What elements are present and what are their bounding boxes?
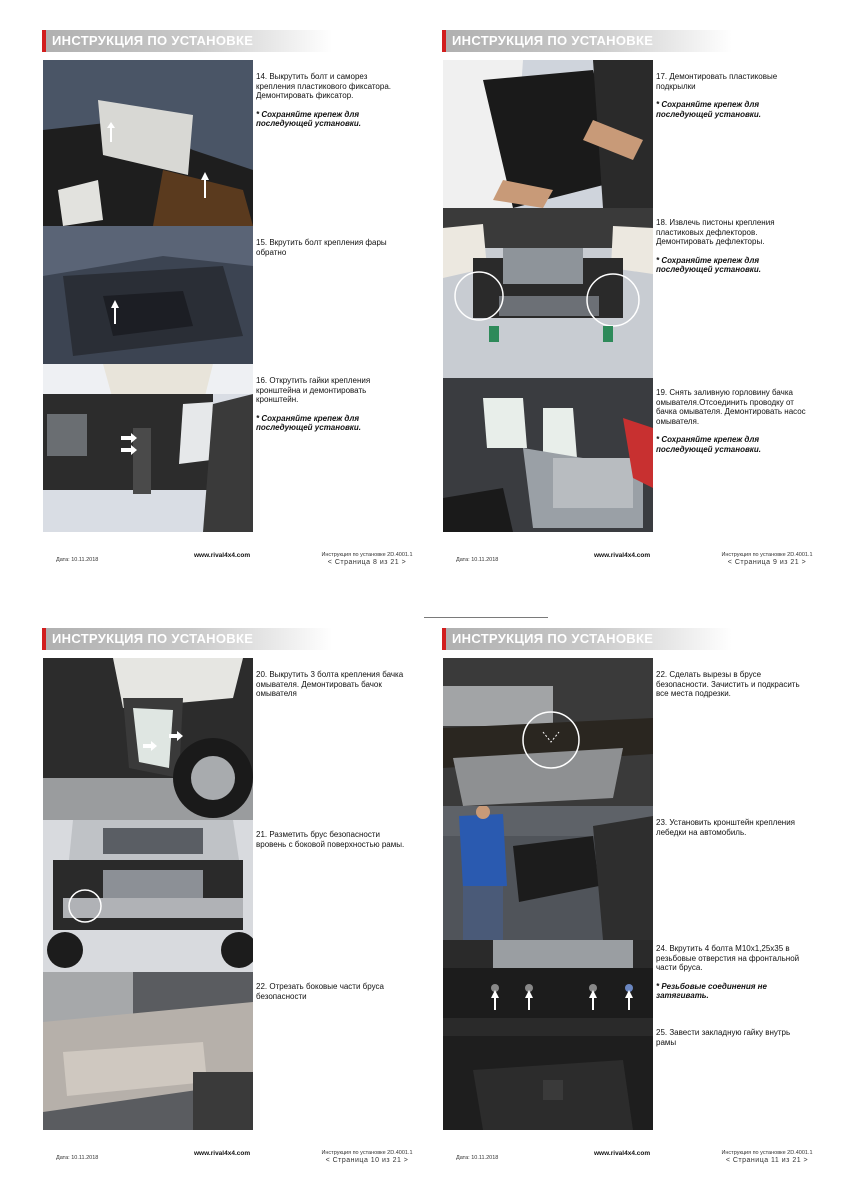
step-17-note: * Сохраняйте крепеж для последующей установки.: [656, 100, 761, 119]
step-24-instruction: 24. Вкрутить 4 болта М10х1,25х35 в резьбовые отверстия на фронтальной части бруса.: [656, 944, 800, 973]
step-20-text: [256, 670, 406, 699]
step-15-photo: [43, 226, 253, 364]
header-title: ИНСТРУКЦИЯ ПО УСТАНОВКЕ: [452, 33, 654, 48]
footer-site-link[interactable]: www.rival4x4.com: [594, 552, 651, 559]
step-15-text: [256, 238, 406, 257]
footer-date: Дата: 10.11.2018: [56, 1155, 99, 1161]
instruction-page-11: [442, 628, 832, 1188]
step-19-instruction: 19. Снять заливную горловину бачка омывателя.Отсоединить проводку от бачка омывателя. Демонтировать насос омывателя.: [656, 388, 806, 426]
footer-date: Дата: 10.11.2018: [456, 1155, 499, 1161]
step-14-text: [256, 72, 406, 129]
step-14-instruction: 14. Выкрутить болт и саморез крепления пластикового фиксатора. Демонтировать фиксатор.: [256, 72, 391, 101]
step-24-note: * Резьбовые соединения не затягивать.: [656, 981, 767, 1001]
footer-doc-name: Инструкция по установке 2D.4001.1: [321, 1150, 413, 1156]
footer-page-number: < Страница 11 из 21 >: [725, 1157, 809, 1164]
step-18-photo: [443, 208, 653, 378]
section-header: [42, 628, 332, 650]
step-23-instruction: 23. Установить кронштейн крепления лебедки на автомобиль.: [656, 818, 795, 837]
step-24-25-photo: [443, 940, 653, 1130]
step-16-note: * Сохраняйте крепеж для последующей установки.: [256, 413, 361, 433]
header-title: ИНСТРУКЦИЯ ПО УСТАНОВКЕ: [52, 33, 254, 48]
step-18-text: [656, 218, 806, 275]
page-divider: [424, 617, 548, 618]
section-header: [442, 30, 732, 52]
footer-site-link[interactable]: www.rival4x4.com: [194, 1150, 251, 1157]
footer-page-number: < Страница 8 из 21 >: [327, 559, 407, 566]
footer-page-number: < Страница 9 из 21 >: [727, 559, 807, 566]
step-21-text: [256, 830, 406, 849]
header-title: ИНСТРУКЦИЯ ПО УСТАНОВКЕ: [52, 631, 254, 646]
instruction-page-8: [42, 30, 432, 590]
step-15-instruction: 15. Вкрутить болт крепления фары обратно: [256, 238, 387, 257]
footer-site-link[interactable]: www.rival4x4.com: [594, 1150, 651, 1157]
step-17-photo: [443, 60, 653, 208]
step-19-note: * Сохраняйте крепеж для последующей установки.: [656, 435, 761, 454]
step-24-text: [656, 944, 806, 1001]
step-21-instruction: 21. Разметить брус безопасности вровень с боковой поверхностью рамы.: [256, 830, 405, 849]
step-17-text: [656, 72, 806, 119]
step-25-text: [656, 1028, 806, 1047]
instruction-page-9: [442, 30, 832, 590]
step-20-instruction: 20. Выкрутить 3 болта крепления бачка омывателя. Демонтировать бачок омывателя: [256, 670, 404, 699]
step-22a-instruction: 22. Отрезать боковые части бруса безопасности: [256, 982, 384, 1001]
step-18-instruction: 18. Извлечь пистоны крепления пластиковых дефлекторов. Демонтировать дефлекторы.: [656, 218, 775, 247]
step-19-text: [656, 388, 806, 455]
step-16-instruction: 16. Открутить гайки крепления кронштейна и демонтировать кронштейн.: [256, 376, 371, 405]
step-23-text: [656, 818, 806, 837]
step-17-instruction: 17. Демонтировать пластиковые подкрылки: [656, 72, 778, 91]
footer-doc-name: Инструкция по установке 2D.4001.1: [721, 1150, 813, 1156]
step-22b-instruction: 22. Сделать вырезы в брусе безопасности. Зачистить и подкрасить все места подрезки.: [656, 670, 800, 699]
step-18-note: * Сохраняйте крепеж для последующей установки.: [656, 255, 761, 275]
step-21-photo: [43, 820, 253, 972]
footer-page-number: < Страница 10 из 21 >: [325, 1157, 409, 1164]
step-25-instruction: 25. Завести закладную гайку внутрь рамы: [656, 1028, 791, 1047]
footer-doc-name: Инструкция по установке 2D.4001.1: [321, 552, 413, 558]
footer-site-link[interactable]: www.rival4x4.com: [194, 552, 251, 559]
footer-doc: [712, 1150, 822, 1164]
step-22b-photo: [443, 658, 653, 806]
step-14-note: * Сохраняйте крепеж для последующей установки.: [256, 109, 361, 129]
step-22b-text: [656, 670, 806, 699]
step-20-photo: [43, 658, 253, 820]
footer-date: Дата: 10.11.2018: [56, 557, 99, 563]
footer-doc: [312, 1150, 422, 1164]
header-title: ИНСТРУКЦИЯ ПО УСТАНОВКЕ: [452, 631, 654, 646]
footer-date: Дата: 10.11.2018: [456, 557, 499, 563]
step-14-photo: [43, 60, 253, 226]
section-header: [442, 628, 732, 650]
section-header: [42, 30, 332, 52]
step-22a-text: [256, 982, 406, 1001]
instruction-page-10: [42, 628, 432, 1188]
footer-doc-name: Инструкция по установке 2D.4001.1: [721, 552, 813, 558]
step-23-photo: [443, 806, 653, 940]
step-16-text: [256, 376, 406, 433]
step-19-photo: [443, 378, 653, 532]
footer-doc: [312, 552, 422, 566]
step-22-photo: [43, 972, 253, 1130]
footer-doc: [712, 552, 822, 566]
step-16-photo: [43, 364, 253, 532]
